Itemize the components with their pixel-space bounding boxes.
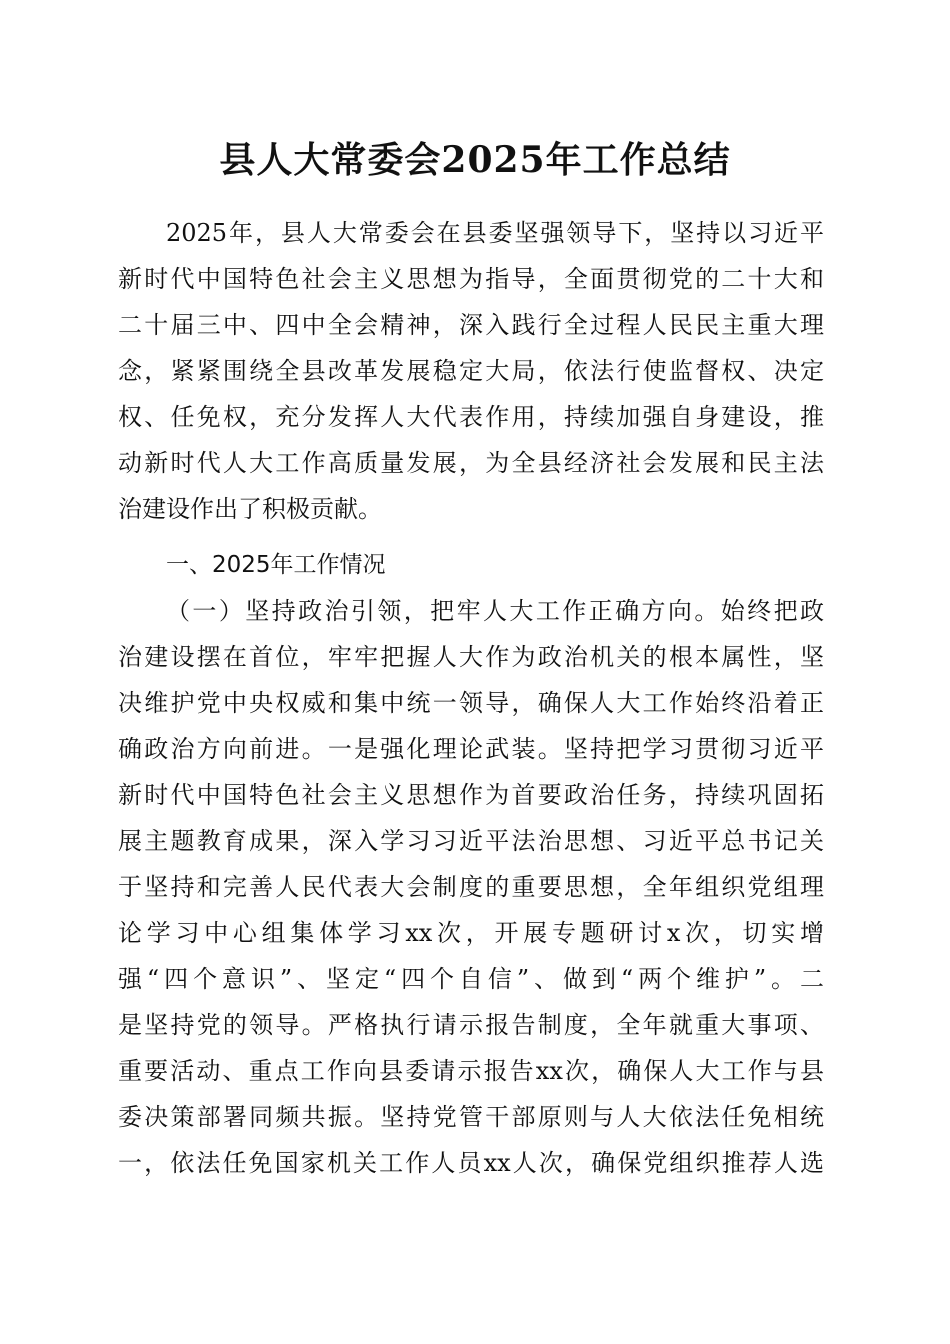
subsection-line: 展主题教育成果，深入学习习近平法治思想、习近平总书记关	[118, 827, 824, 855]
intro-line: 念，紧紧围绕全县改革发展稳定大局，依法行使监督权、决定	[118, 357, 824, 385]
subsection-line: 委决策部署同频共振。坚持党管干部原则与人大依法任免相统	[118, 1103, 824, 1131]
subsection-line: 重要活动、重点工作向县委请示报告xx次，确保人大工作与县	[118, 1057, 824, 1085]
subsection-line: 确政治方向前进。一是强化理论武装。坚持把学习贯彻习近平	[118, 735, 824, 763]
subsection-line: 治建设摆在首位，牢牢把握人大作为政治机关的根本属性，坚	[118, 643, 824, 671]
intro-line: 治建设作出了积极贡献。	[118, 495, 382, 523]
subsection-line: 新时代中国特色社会主义思想作为首要政治任务，持续巩固拓	[118, 781, 824, 809]
intro-line: 新时代中国特色社会主义思想为指导，全面贯彻党的二十大和	[118, 265, 824, 293]
subsection-line: 决维护党中央权威和集中统一领导，确保人大工作始终沿着正	[118, 689, 824, 717]
subsection-line: 论学习中心组集体学习xx次，开展专题研讨x次，切实增	[118, 919, 824, 947]
section-heading: 一、2025年工作情况	[166, 552, 386, 578]
intro-line: 动新时代人大工作高质量发展，为全县经济社会发展和民主法	[118, 449, 824, 477]
subsection-line: 一，依法任免国家机关工作人员xx人次，确保党组织推荐人选	[118, 1149, 824, 1177]
intro-line: 二十届三中、四中全会精神，深入践行全过程人民民主重大理	[118, 311, 824, 339]
subsection-line: 于坚持和完善人民代表大会制度的重要思想，全年组织党组理	[118, 873, 824, 901]
subsection-heading: （一）坚持政治引领，把牢人大工作正确方向。	[166, 597, 721, 625]
intro-paragraph	[118, 210, 824, 532]
subsection-first-line	[118, 588, 824, 634]
document-title: 县人大常委会2025年工作总结	[219, 139, 731, 181]
subsection-first-line-text: 始终把政	[720, 597, 824, 625]
subsection-paragraph	[118, 588, 824, 1186]
intro-line: 2025年，县人大常委会在县委坚强领导下，坚持以习近平	[166, 219, 824, 247]
section-heading-block	[118, 542, 824, 588]
intro-line: 权、任免权，充分发挥人大代表作用，持续加强自身建设，推	[118, 403, 824, 431]
subsection-line: 强“四个意识”、坚定“四个自信”、做到“两个维护”。二	[118, 965, 824, 993]
subsection-line: 是坚持党的领导。严格执行请示报告制度，全年就重大事项、	[118, 1011, 824, 1039]
